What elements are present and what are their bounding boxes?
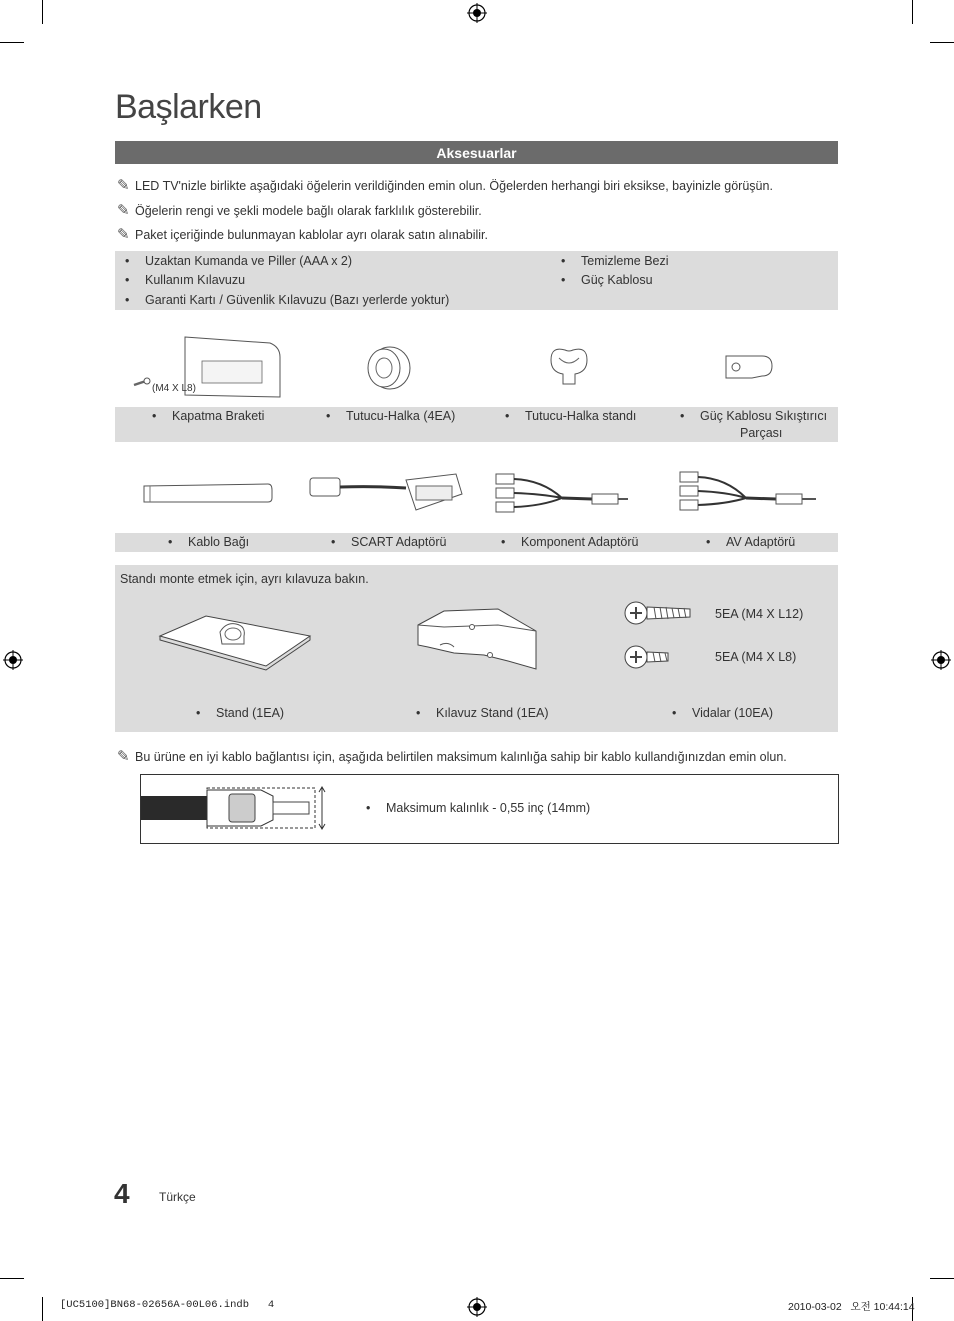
power-cord-clip-illustration — [722, 350, 778, 384]
crop-mark — [0, 1278, 24, 1279]
note: ✎ Öğelerin rengi ve şekli modele bağlı olarak farklılık gösterebilir. — [117, 202, 482, 219]
caption-guide-stand: • Kılavuz Stand (1EA) — [436, 706, 549, 720]
page-number: 4 — [114, 1178, 130, 1209]
crop-mark — [930, 1278, 954, 1279]
registration-mark-icon — [3, 650, 23, 670]
crop-mark — [912, 0, 913, 24]
caption-screws: • Vidalar (10EA) — [692, 706, 773, 720]
registration-mark-icon — [467, 1297, 487, 1317]
caption-holder-ring: • Tutucu-Halka (4EA) — [346, 409, 455, 423]
pencil-note-icon: ✎ — [117, 177, 130, 194]
caption-cable-tie: • Kablo Bağı — [188, 535, 249, 549]
page-title: Başlarken — [115, 88, 262, 126]
registration-mark-icon — [467, 3, 487, 23]
list-item: • Garanti Kartı / Güvenlik Kılavuzu (Bazı yerlerde yoktur) — [145, 293, 449, 307]
crop-mark — [0, 42, 24, 43]
guide-stand-illustration — [414, 605, 546, 675]
cable-thickness-illustration — [141, 784, 331, 832]
caption-power-cord-clip: • Güç Kablosu Sıkıştırıcı — [700, 409, 827, 423]
caption-stand: • Stand (1EA) — [216, 706, 284, 720]
scart-adapter-illustration — [306, 470, 466, 516]
caption-cover-bracket: • Kapatma Braketi — [172, 409, 264, 423]
registration-mark-icon — [931, 650, 951, 670]
caption-scart-adapter: • SCART Adaptörü — [351, 535, 446, 549]
stand-illustration — [156, 610, 314, 674]
language-label: Türkçe — [159, 1190, 196, 1204]
section-heading: Aksesuarlar — [115, 141, 838, 164]
screw-long-icon — [624, 596, 694, 630]
pencil-note-icon: ✎ — [117, 748, 130, 765]
crop-mark — [42, 0, 43, 24]
pencil-note-icon: ✎ — [117, 226, 130, 243]
note: ✎ Paket içeriğinde bulunmayan kablolar ayrı olarak satın alınabilir. — [117, 226, 488, 243]
holder-ring-illustration — [362, 344, 412, 392]
screw-label-short: 5EA (M4 X L8) — [715, 650, 797, 664]
screw-label-long: 5EA (M4 X L12) — [715, 607, 804, 621]
caption-av-adapter: • AV Adaptörü — [726, 535, 795, 549]
list-item: • Kullanım Kılavuzu — [145, 273, 245, 287]
av-adapter-illustration — [676, 466, 820, 514]
cable-tie-illustration — [140, 480, 275, 506]
stand-note: Standı monte etmek için, ayrı kılavuza bakın. — [120, 572, 369, 586]
list-item: • Temizleme Bezi — [581, 254, 669, 268]
caption-component-adapter: • Komponent Adaptörü — [521, 535, 638, 549]
screw-size-label: (M4 X L8) — [152, 383, 196, 394]
crop-mark — [42, 1297, 43, 1321]
caption-power-cord-clip-line2: Parçası — [740, 426, 783, 440]
crop-mark — [930, 42, 954, 43]
list-item: • Güç Kablosu — [581, 273, 653, 287]
cable-spec: • Maksimum kalınlık - 0,55 inç (14mm) — [386, 801, 590, 815]
caption-holder-ring-stand: • Tutucu-Halka standı — [525, 409, 636, 423]
note: ✎ LED TV'nizle birlikte aşağıdaki öğelerin verildiğinden emin olun. Öğelerden herhangi biri eksikse, bayinizle görüşün. — [117, 177, 773, 194]
list-item: • Uzaktan Kumanda ve Piller (AAA x 2) — [145, 254, 352, 268]
pencil-note-icon: ✎ — [117, 202, 130, 219]
footer-file: [UC5100]BN68-02656A-00L06.indb 4 — [60, 1299, 275, 1311]
screw-short-icon — [624, 640, 674, 674]
component-adapter-illustration — [492, 468, 632, 516]
footer-date: 2010-03-02 오전 10:44:14 — [788, 1301, 915, 1313]
holder-ring-stand-illustration — [545, 342, 593, 388]
cable-note: ✎ Bu ürüne en iyi kablo bağlantısı için, aşağıda belirtilen maksimum kalınlığa sahip bir kablo kullandığınızdan emin olun. — [117, 748, 787, 765]
